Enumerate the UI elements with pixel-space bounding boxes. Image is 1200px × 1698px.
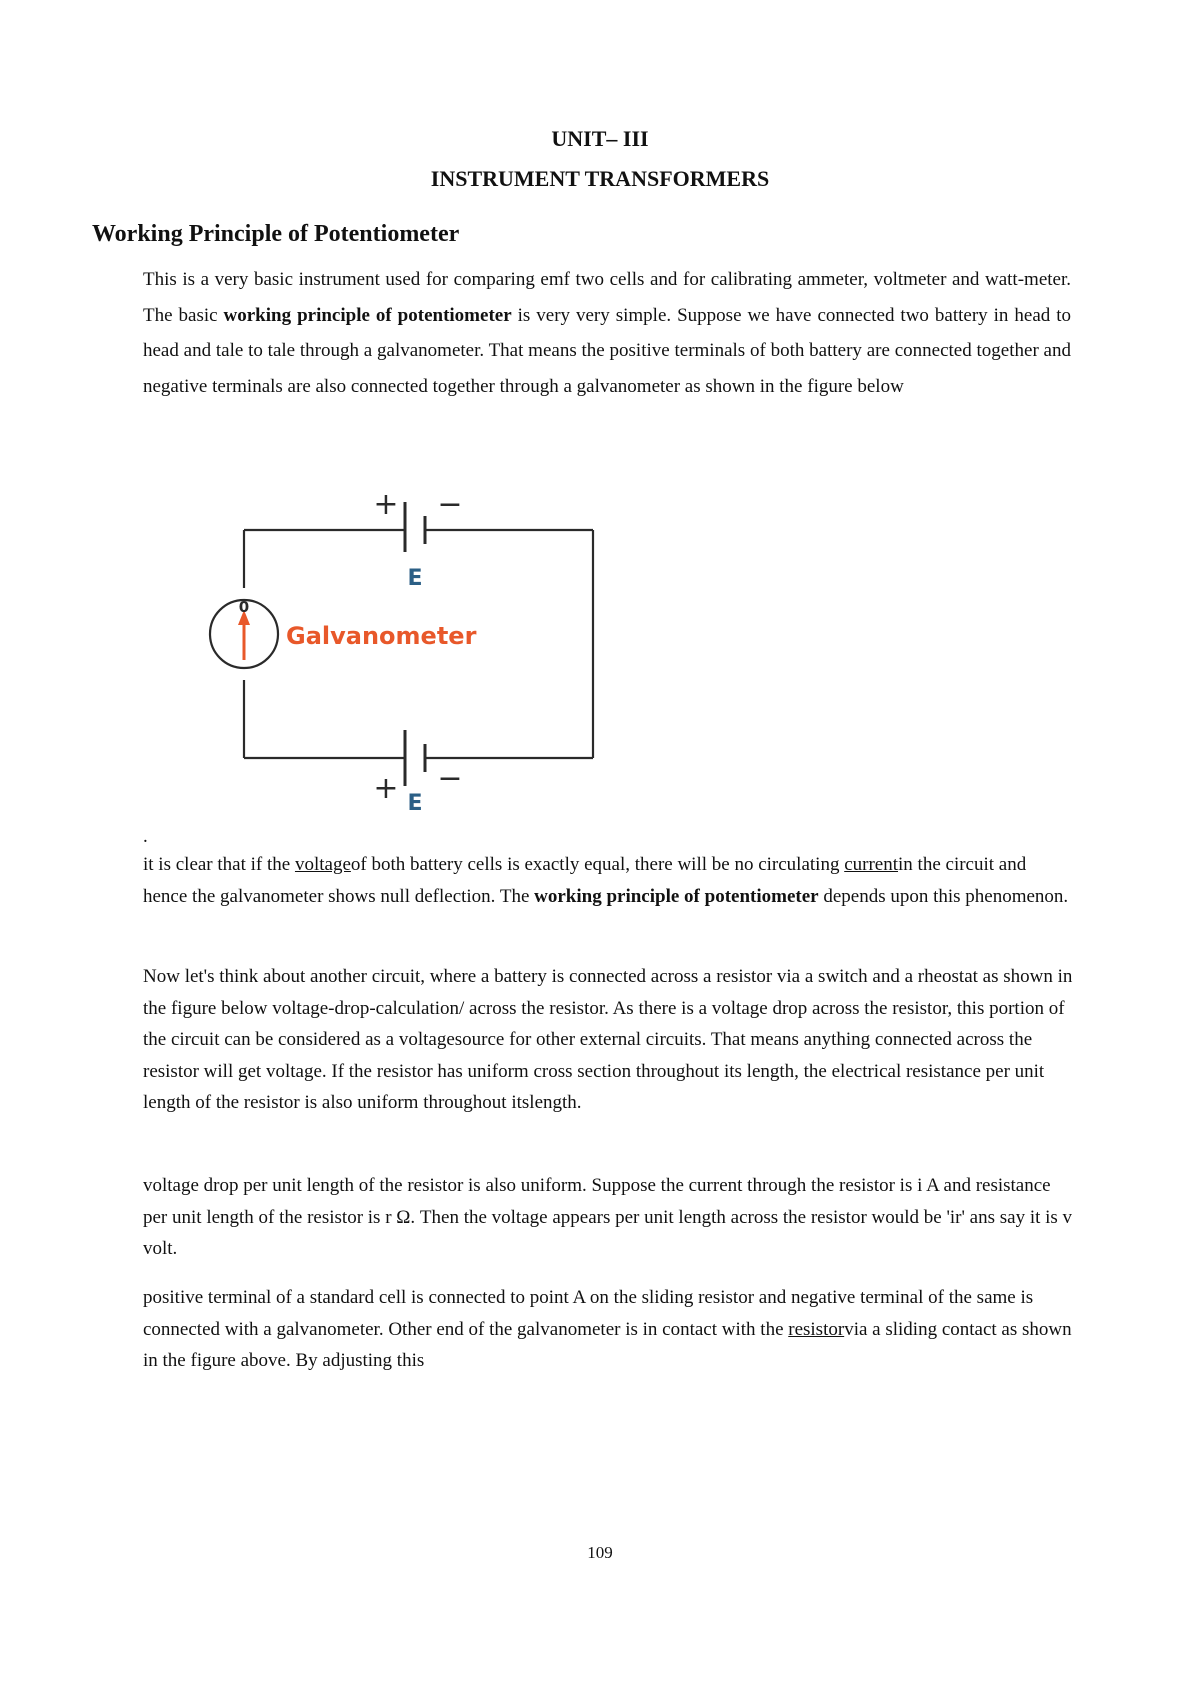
topic-title: INSTRUMENT TRANSFORMERS bbox=[430, 166, 770, 191]
paragraph-standard-cell bbox=[143, 1282, 1073, 1377]
bottom-battery-label: E bbox=[407, 791, 423, 816]
bottom-minus-sign: − bbox=[437, 761, 463, 796]
unit-title: UNIT– III bbox=[551, 126, 649, 151]
paragraph-null-deflection bbox=[143, 849, 1073, 912]
para4-text-1: positive terminal of a standard cell is connected to point A on the sliding resistor and negative terminal of the same is connected with a galvanometer. Other end of the galvanometer is in contact with the bbox=[143, 1287, 1034, 1340]
galvanometer-zero-mark: 0 bbox=[238, 598, 250, 616]
para1-text-2: of both battery cells is exactly equal, there will be no circulating bbox=[350, 854, 845, 875]
stray-dot: . bbox=[143, 826, 148, 847]
paragraph-voltage-per-length: voltage drop per unit length of the resistor is also uniform. Suppose the current through the resistor is i A and resistance per unit length of the resistor is r Ω. Then the voltage appears per unit length across the resistor would be 'ir' ans say it is v volt. bbox=[143, 1175, 1073, 1259]
para1-text-4: depends upon this phenomenon. bbox=[818, 885, 1069, 907]
para1-text-1: it is clear that if the bbox=[143, 854, 295, 875]
page-number: 109 bbox=[587, 1543, 613, 1562]
intro-text-2: is very very simple. Suppose we have connected two battery in head to head and tale to tale through a galvanometer. That means the positive terminals of both battery are connected together and negative terminals are also connected together through a galvanometer as shown in the figure below bbox=[143, 304, 1071, 397]
voltage-link[interactable]: voltage bbox=[294, 854, 351, 875]
top-minus-sign: − bbox=[437, 488, 463, 522]
intro-text-1: This is a very basic instrument used for comparing emf two cells and for calibrating ammeter, voltmeter and watt-meter. The basic bbox=[143, 269, 1071, 326]
para1-bold-term: working principle of potentiometer bbox=[534, 885, 819, 907]
bottom-plus-sign: + bbox=[373, 771, 399, 806]
intro-bold-term: working principle of potentiometer bbox=[223, 304, 512, 326]
circuit-diagram bbox=[200, 488, 610, 818]
para4-text-2: via a sliding contact as shown in the figure above. By adjusting this bbox=[143, 1318, 1072, 1371]
para1-text-3: in the circuit and hence the galvanometer shows null deflection. The bbox=[143, 854, 1027, 907]
section-heading: Working Principle of Potentiometer bbox=[92, 221, 460, 247]
galvanometer-label: Galvanometer bbox=[286, 622, 477, 650]
top-plus-sign: + bbox=[373, 488, 399, 522]
current-link[interactable]: current bbox=[844, 854, 899, 875]
intro-paragraph bbox=[143, 262, 1071, 404]
paragraph-resistor-circuit: Now let's think about another circuit, where a battery is connected across a resistor via a switch and a rheostat as shown in the figure below voltage-drop-calculation/ across the resistor. As there is a voltage drop across the resistor, this portion of the circuit can be considered as a voltagesource for other external circuits. That means anything connected across the resistor will get voltage. If the resistor has uniform cross section throughout its length, the electrical resistance per unit length of the resistor is also uniform throughout itslength. bbox=[143, 966, 1073, 1113]
top-battery-label: E bbox=[407, 566, 423, 591]
resistor-link[interactable]: resistor bbox=[788, 1318, 845, 1340]
